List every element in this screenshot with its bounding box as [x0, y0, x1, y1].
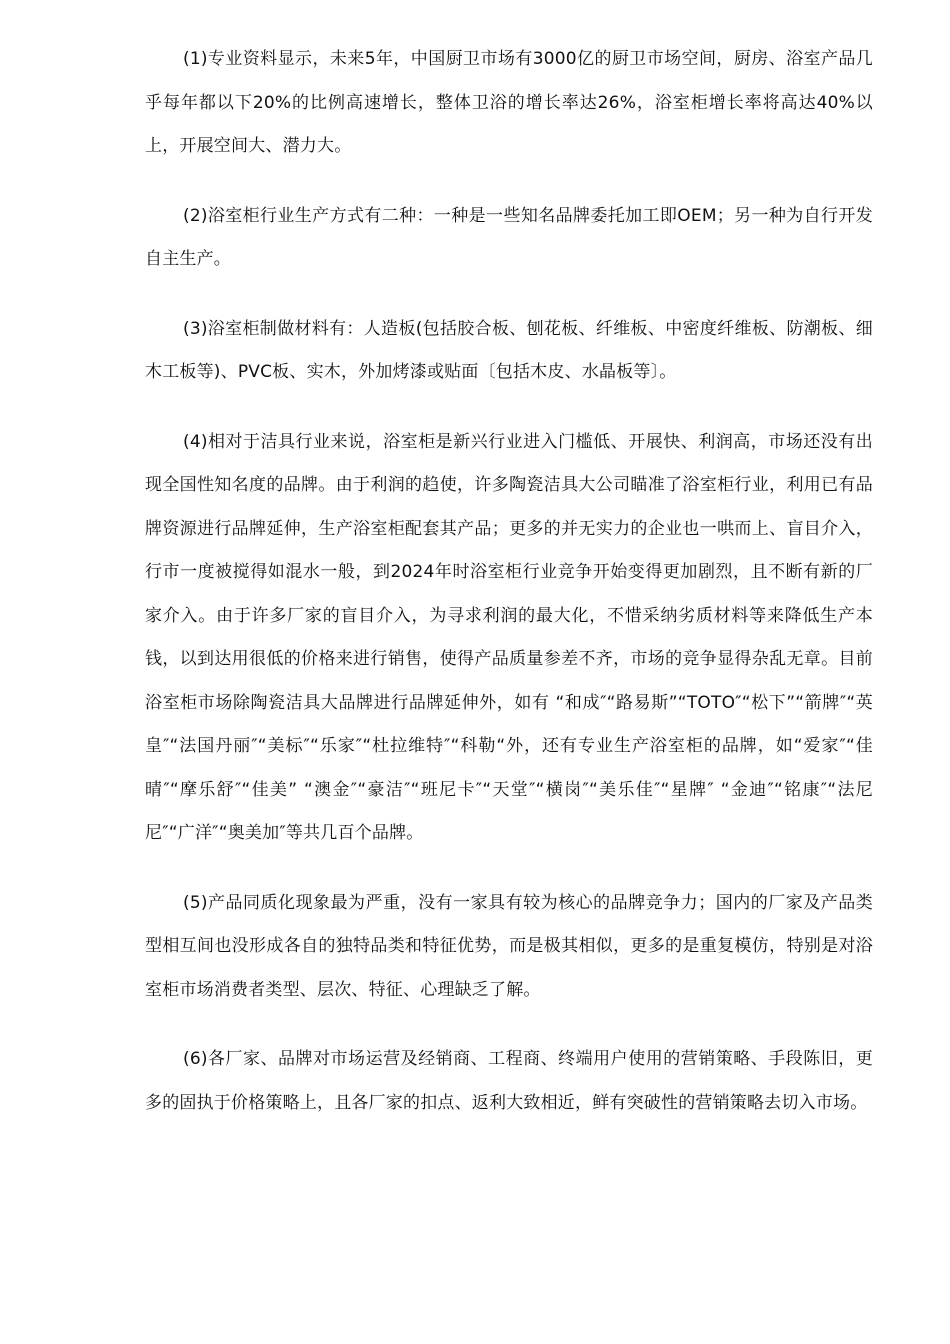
paragraph-1: (1)专业资料显示，未来5年，中国厨卫市场有3000亿的厨卫市场空间，厨房、浴室产品几乎每年都以下20%的比例高速增长，整体卫浴的增长率达26%，浴室柜增长率将高达40%以上，开展空间大、潜力大。 — [145, 49, 873, 156]
paragraph-4: (4)相对于洁具行业来说，浴室柜是新兴行业进入门槛低、开展快、利润高，市场还没有出现全国性知名度的品牌。由于利润的趋使，许多陶瓷洁具大公司瞄准了浴室柜行业，利用已有品牌资源进行品牌延伸，生产浴室柜配套其产品；更多的并无实力的企业也一哄而上、盲目介入，行市一度被搅得如混水一般，到2024年时浴室柜行业竞争开始变得更加剧烈，且不断有新的厂家介入。由于许多厂家的盲目介入，为寻求利润的最大化，不惜采纳劣质材料等来降低生产本钱，以到达用很低的价格来进行销售，使得产品质量参差不齐，市场的竞争显得杂乱无章。目前浴室柜市场除陶瓷洁具大品牌进行品牌延伸外，如有 “和成″“路易斯”“TOTO″“松下”“箭牌″“英皇″“法国丹丽″“美标″“乐家″“杜拉维特″“科勒“外，还有专业生产浴室柜的品牌，如“爱家″“佳晴″“摩乐舒″“佳美” “澳金″“豪洁″“班尼卡″“天堂″“横岗″“美乐佳″“星牌″ “金迪″“铭康″“法尼尼″“广洋″“奥美加″等共几百个品牌。 — [145, 431, 873, 843]
paragraph-5: (5)产品同质化现象最为严重，没有一家具有较为核心的品牌竞争力；国内的厂家及产品类型相互间也没形成各自的独特品类和特征优势，而是极其相似，更多的是重复模仿，特别是对浴室柜市场消费者类型、层次、特征、心理缺乏了解。 — [145, 892, 873, 1000]
paragraph-2: (2)浴室柜行业生产方式有二种：一种是一些知名品牌委托加工即OEM；另一种为自行开发自主生产。 — [145, 205, 873, 269]
paragraph-6: (6)各厂家、品牌对市场运营及经销商、工程商、终端用户使用的营销策略、手段陈旧，更多的固执于价格策略上，且各厂家的扣点、返利大致相近，鲜有突破性的营销策略去切入市场。 — [145, 1049, 873, 1113]
document-page — [145, 38, 873, 1151]
paragraph-3: (3)浴室柜制做材料有：人造板(包括胶合板、刨花板、纤维板、中密度纤维板、防潮板、细木工板等)、PVC板、实木，外加烤漆或贴面〔包括木皮、水晶板等〕。 — [145, 318, 873, 382]
